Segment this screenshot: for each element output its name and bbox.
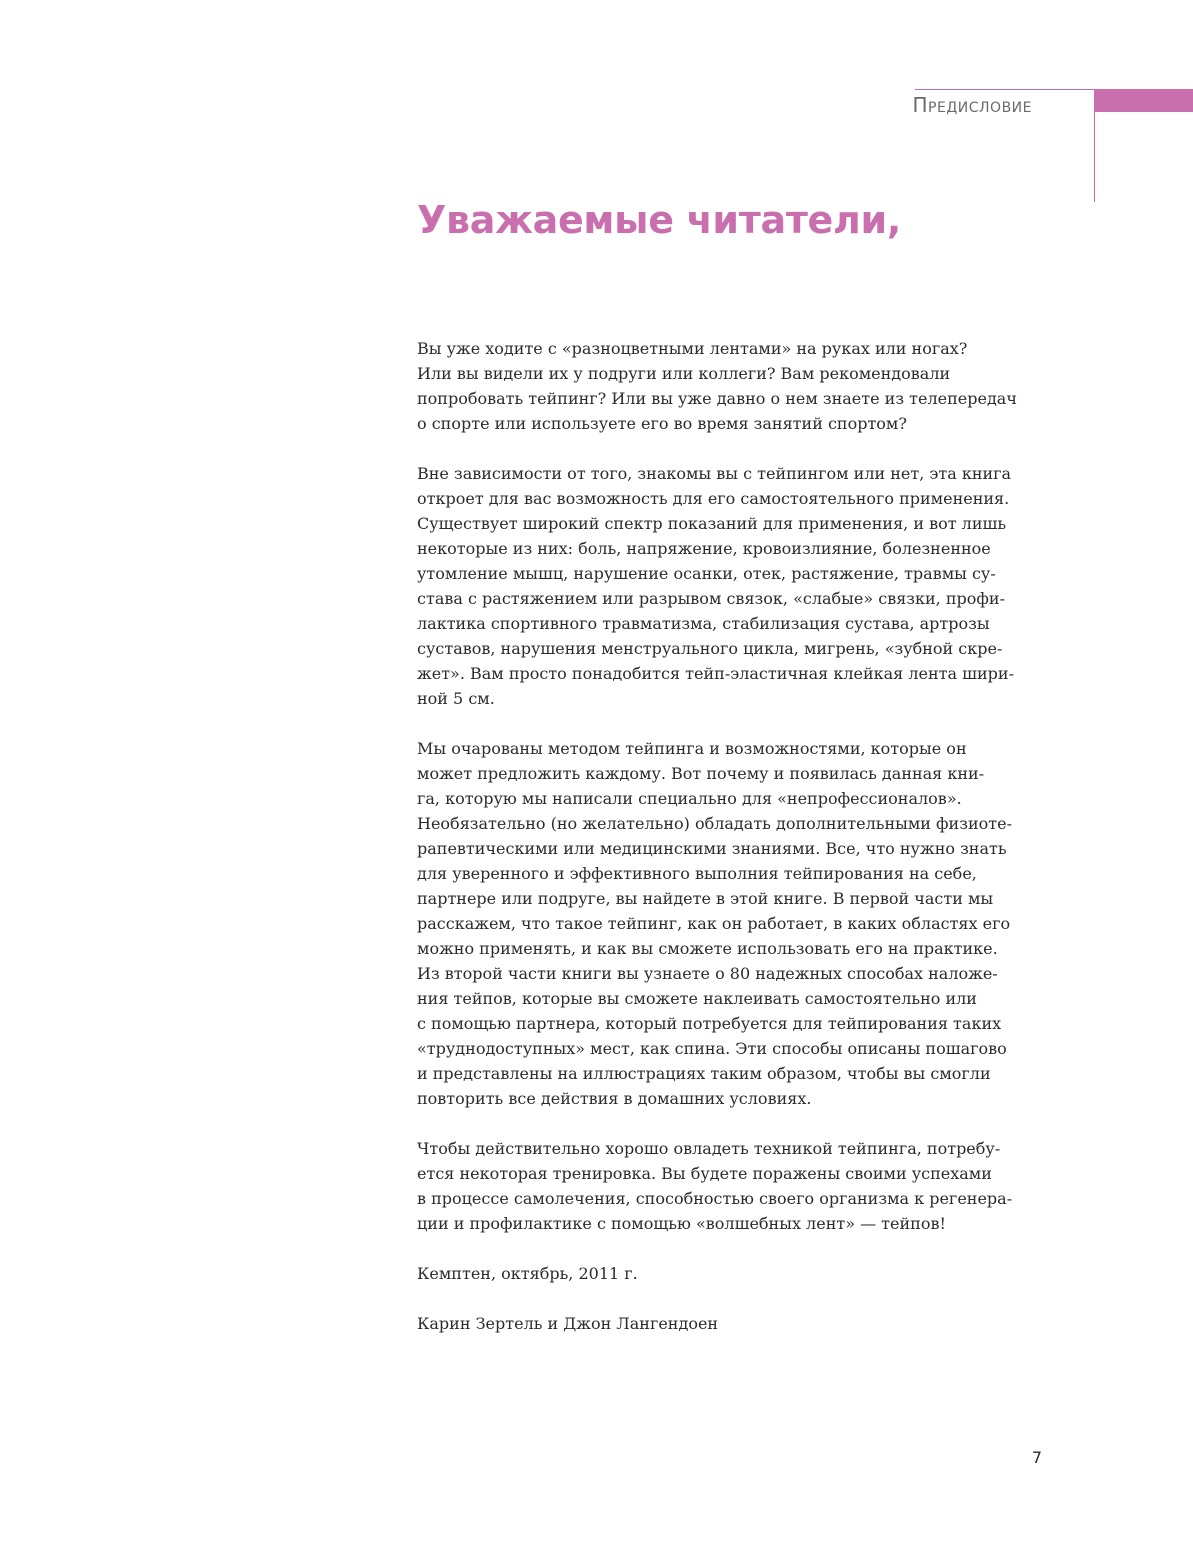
text-line: партнере или подруге, вы найдете в этой книге. В первой части мы — [417, 889, 994, 908]
text-line: расскажем, что такое тейпинг, как он работает, в каких областях его — [417, 914, 1011, 933]
text-line: Чтобы действительно хорошо овладеть техникой тейпинга, потребу- — [417, 1139, 1001, 1158]
place-date: Кемптен, октябрь, 2011 г. — [417, 1264, 638, 1283]
header-rule — [915, 89, 1095, 90]
body-text — [417, 336, 1042, 1361]
authors-signature: Карин Зертель и Джон Лангендоен — [417, 1314, 719, 1333]
paragraph-3 — [417, 736, 1042, 1111]
text-line: некоторые из них: боль, напряжение, кровоизлияние, болезненное — [417, 539, 991, 558]
text-line: става с растяжением или разрывом связок, «слабые» связки, профи- — [417, 589, 1005, 608]
text-line: и представлены на иллюстрациях таким образом, чтобы вы смогли — [417, 1064, 991, 1083]
text-line: жет». Вам просто понадобится тейп-эластичная клейкая лента шири- — [417, 664, 1014, 683]
text-line: лактика спортивного травматизма, стабилизация сустава, артрозы — [417, 614, 990, 633]
header-vertical-rule — [1094, 112, 1095, 202]
page-title: Уважаемые читатели, — [417, 198, 902, 242]
text-line: можно применять, и как вы сможете использовать его на практике. — [417, 939, 998, 958]
text-line: повторить все действия в домашних условиях. — [417, 1089, 812, 1108]
text-line: ется некоторая тренировка. Вы будете поражены своими успехами — [417, 1164, 992, 1183]
text-line: о спорте или используете его во время занятий спортом? — [417, 414, 907, 433]
text-line: для уверенного и эффективного выполния тейпирования на себе, — [417, 864, 977, 883]
text-line: ции и профилактике с помощью «волшебных лент» — тейпов! — [417, 1214, 946, 1233]
text-line: с помощью партнера, который потребуется для тейпирования таких — [417, 1014, 1002, 1033]
text-line: попробовать тейпинг? Или вы уже давно о нем знаете из телепередач — [417, 389, 1017, 408]
text-line: может предложить каждому. Вот почему и появилась данная кни- — [417, 764, 985, 783]
text-line: Существует широкий спектр показаний для применения, и вот лишь — [417, 514, 1007, 533]
text-line: Необязательно (но желательно) обладать дополнительными физиоте- — [417, 814, 1012, 833]
text-line: ния тейпов, которые вы сможете наклеивать самостоятельно или — [417, 989, 977, 1008]
text-line: Вы уже ходите с «разноцветными лентами» на руках или ногах? — [417, 339, 968, 358]
text-line: откроет для вас возможность для его самостоятельного применения. — [417, 489, 1010, 508]
paragraph-4 — [417, 1136, 1042, 1236]
text-line: ной 5 см. — [417, 689, 495, 708]
page-number: 7 — [1031, 1448, 1042, 1467]
text-line: Из второй части книги вы узнаете о 80 надежных способах наложе- — [417, 964, 998, 983]
running-head: Предисловие — [912, 93, 1032, 117]
text-line: утомление мышц, нарушение осанки, отек, растяжение, травмы су- — [417, 564, 996, 583]
paragraph-2 — [417, 461, 1042, 711]
text-line: Вне зависимости от того, знакомы вы с тейпингом или нет, эта книга — [417, 464, 1012, 483]
text-line: «труднодоступных» мест, как спина. Эти способы описаны пошагово — [417, 1039, 1007, 1058]
text-line: в процессе самолечения, способностью своего организма к регенера- — [417, 1189, 1013, 1208]
text-line: га, которую мы написали специально для «непрофессионалов». — [417, 789, 962, 808]
header-color-block — [1094, 89, 1193, 112]
paragraph-1 — [417, 336, 1042, 436]
text-line: Или вы видели их у подруги или коллеги? Вам рекомендовали — [417, 364, 951, 383]
text-line: Мы очарованы методом тейпинга и возможностями, которые он — [417, 739, 967, 758]
text-line: рапевтическими или медицинскими знаниями. Все, что нужно знать — [417, 839, 1007, 858]
text-line: суставов, нарушения менструального цикла, мигрень, «зубной скре- — [417, 639, 1003, 658]
